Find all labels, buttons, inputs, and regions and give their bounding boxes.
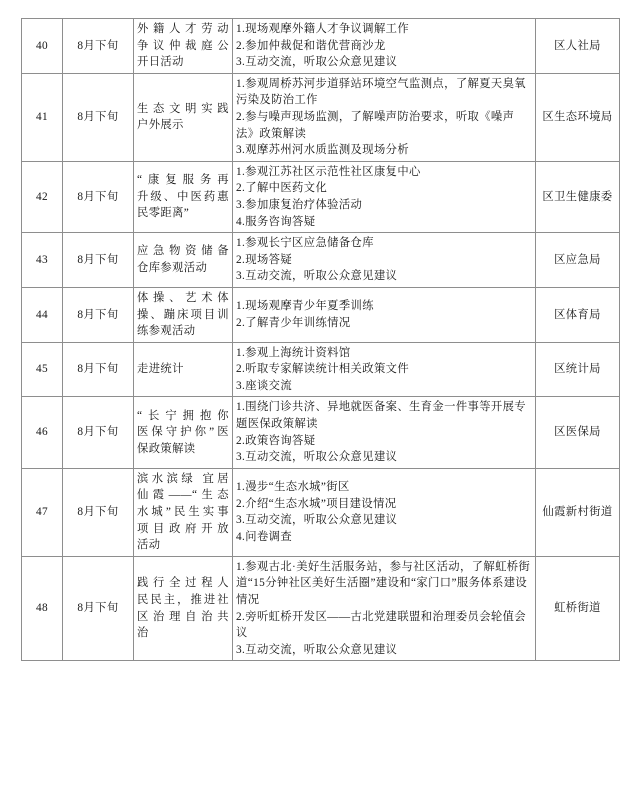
cell-activity-content [233,161,536,232]
cell-activity-content [233,397,536,468]
cell-activity-name [134,342,233,397]
activity-content-line: 2.参与噪声现场监测，了解噪声防治要求，听取《噪声法》政策解读 [236,110,515,140]
activity-name-line: 治 [137,627,149,640]
activity-content-line: 1.参观周桥苏河步道驿站环境空气监测点，了解夏天臭氧污染及防治工作 [236,77,527,107]
activity-name-line: 水城”民生实事 [137,506,229,519]
activity-content-line: 1.参观江苏社区示范性社区康复中心 [236,165,421,178]
activity-content-line: 1.漫步“生态水城”街区 [236,481,350,494]
activity-content-line: 2.了解青少年训练情况 [236,316,351,329]
activity-name-line: “长宁拥抱你 [137,409,229,422]
activity-content-line: 3.互动交流，听取公众意见建议 [236,270,398,283]
cell-activity-name [134,233,233,288]
cell-sequence-number: 43 [22,233,63,288]
cell-organizing-unit: 区体育局 [536,287,620,342]
activity-content-line: 2.现场答疑 [236,253,293,266]
cell-sequence-number: 48 [22,556,63,661]
cell-activity-content [233,233,536,288]
activity-content-line: 1.参观古北·美好生活服务站，参与社区活动，了解虹桥街道“15分钟社区美好生活圈”建设和“家门口”服务体系建设情况 [236,560,531,606]
cell-time: 8月下旬 [63,556,134,661]
cell-activity-name [134,287,233,342]
table-row [22,233,620,288]
activity-name-line: 走进统计 [137,363,184,376]
activity-name-line: 生态文明实践 [137,102,229,115]
cell-sequence-number: 44 [22,287,63,342]
cell-activity-name [134,556,233,661]
cell-time: 8月下旬 [63,73,134,161]
activity-name-line: 升级、中医药惠 [137,190,229,203]
activity-content-line: 1.参观长宁区应急储备仓库 [236,237,374,250]
activity-schedule-table [21,18,620,661]
activity-name-line: 外籍人才劳动 [137,23,229,35]
activity-name-line: 保政策解读 [137,442,196,455]
table-row [22,161,620,232]
activity-name-line: 民零距离” [137,207,190,220]
schedule-table-container [21,18,619,661]
cell-activity-name [134,397,233,468]
activity-content-line: 3.座谈交流 [236,379,293,392]
cell-activity-name [134,19,233,74]
cell-activity-content [233,287,536,342]
table-row [22,468,620,556]
activity-name-line: 争议仲裁庭公 [137,39,229,52]
activity-name-line: “康复服务再 [137,174,229,187]
cell-organizing-unit: 区医保局 [536,397,620,468]
cell-activity-content [233,468,536,556]
cell-activity-name [134,161,233,232]
activity-content-line: 1.现场观摩青少年夏季训练 [236,300,374,313]
activity-content-line: 4.服务咨询答疑 [236,215,316,228]
cell-organizing-unit: 区卫生健康委 [536,161,620,232]
table-body [22,19,620,661]
table-row [22,73,620,161]
cell-organizing-unit: 区应急局 [536,233,620,288]
activity-content-line: 3.互动交流，听取公众意见建议 [236,643,398,656]
cell-sequence-number: 41 [22,73,63,161]
activity-name-line: 医保守护你”医 [137,426,229,439]
activity-name-line: 体操、艺术体 [137,291,229,304]
cell-activity-name [134,73,233,161]
cell-organizing-unit: 仙霞新村街道 [536,468,620,556]
activity-name-line: 滨水滨绿 宜居 [137,472,229,485]
cell-time: 8月下旬 [63,397,134,468]
activity-name-line: 应急物资储备 [137,245,229,258]
activity-content-line: 3.互动交流，听取公众意见建议 [236,514,398,527]
activity-content-line: 2.听取专家解读统计相关政策文件 [236,363,410,376]
activity-content-line: 2.旁听虹桥开发区——古北党建联盟和治理委员会轮值会议 [236,610,526,640]
cell-time: 8月下旬 [63,19,134,74]
table-row [22,287,620,342]
activity-name-line: 活动 [137,539,161,552]
table-row [22,397,620,468]
cell-organizing-unit: 区统计局 [536,342,620,397]
table-row [22,342,620,397]
activity-content-line: 3.互动交流，听取公众意见建议 [236,56,398,69]
activity-content-line: 3.互动交流，听取公众意见建议 [236,451,398,464]
cell-sequence-number: 42 [22,161,63,232]
cell-activity-content [233,556,536,661]
cell-organizing-unit: 区生态环境局 [536,73,620,161]
activity-content-line: 3.参加康复治疗体验活动 [236,198,363,211]
activity-name-line: 区治理自治共 [137,610,229,623]
cell-sequence-number: 47 [22,468,63,556]
activity-content-line: 4.问卷调查 [236,530,293,543]
activity-name-line: 户外展示 [137,119,184,132]
activity-content-line: 1.围绕门诊共济、异地就医备案、生育金一件事等开展专题医保政策解读 [236,401,527,431]
activity-name-line: 操、蹦床项目训 [137,308,229,321]
activity-name-line: 项目政府开放 [137,522,229,535]
activity-content-line: 2.介绍“生态水城”项目建设情况 [236,497,397,510]
activity-name-line: 践行全过程人 [137,577,229,590]
activity-content-line: 2.政策咨询答疑 [236,434,316,447]
cell-sequence-number: 40 [22,19,63,74]
activity-name-line: 开日活动 [137,56,184,69]
cell-time: 8月下旬 [63,233,134,288]
activity-name-line: 练参观活动 [137,325,196,338]
cell-activity-content [233,19,536,74]
activity-content-line: 1.参观上海统计资料馆 [236,346,351,359]
activity-name-line: 仓库参观活动 [137,262,208,275]
cell-time: 8月下旬 [63,161,134,232]
cell-time: 8月下旬 [63,468,134,556]
cell-sequence-number: 46 [22,397,63,468]
activity-name-line: 仙霞——“生态 [137,489,229,502]
cell-sequence-number: 45 [22,342,63,397]
cell-organizing-unit: 虹桥街道 [536,556,620,661]
activity-content-line: 1.现场观摩外籍人才争议调解工作 [236,23,410,35]
cell-activity-content [233,73,536,161]
table-row [22,556,620,661]
activity-content-line: 3.观摩苏州河水质监测及现场分析 [236,144,410,157]
cell-activity-content [233,342,536,397]
activity-name-line: 民民主，推进社 [137,594,229,606]
activity-content-line: 2.参加仲裁促和谐优营商沙龙 [236,39,386,52]
table-row [22,19,620,74]
activity-content-line: 2.了解中医药文化 [236,182,328,195]
cell-time: 8月下旬 [63,287,134,342]
cell-time: 8月下旬 [63,342,134,397]
cell-organizing-unit: 区人社局 [536,19,620,74]
cell-activity-name [134,468,233,556]
